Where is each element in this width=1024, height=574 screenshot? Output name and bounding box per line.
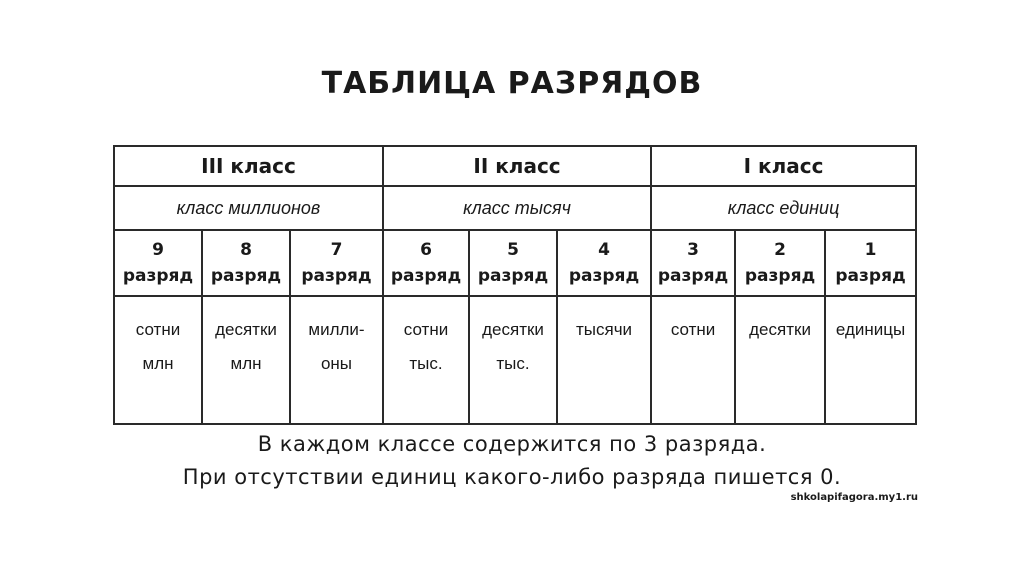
- rank-row: [114, 230, 916, 296]
- class-row: [114, 146, 916, 186]
- rank-cell: [469, 230, 557, 296]
- rank-number: 7: [330, 240, 343, 260]
- rank-word: разряд: [122, 266, 194, 286]
- unit-line: тыс.: [496, 354, 530, 373]
- unit-line: сотни: [135, 320, 181, 339]
- rank-number: 4: [598, 240, 610, 260]
- rank-number: 5: [507, 240, 519, 260]
- rank-table: [113, 145, 917, 425]
- class-label-2: II класс: [383, 146, 651, 186]
- class-name-row: [114, 186, 916, 230]
- rank-cell: [651, 230, 735, 296]
- class-name-units: класс единиц: [651, 186, 916, 230]
- watermark: shkolapifagora.my1.ru: [790, 492, 918, 503]
- class-name-thousands: класс тысяч: [383, 186, 651, 230]
- unit-line: млн: [230, 354, 262, 373]
- rank-number: 1: [864, 240, 877, 260]
- footer-line-1: В каждом классе содержится по 3 разряда.: [257, 432, 767, 456]
- unit-line: сотни: [403, 320, 449, 339]
- class-label-1: I класс: [651, 146, 916, 186]
- class-label-3: III класс: [114, 146, 383, 186]
- rank-word: разряд: [835, 266, 906, 286]
- rank-word: разряд: [210, 266, 282, 286]
- rank-number: 6: [420, 240, 432, 260]
- unit-line: сотни: [670, 320, 716, 339]
- rank-cell: [202, 230, 290, 296]
- unit-line: тысячи: [575, 320, 633, 339]
- unit-line: млн: [142, 354, 174, 373]
- unit-line: десятки: [482, 320, 544, 339]
- rank-cell: [114, 230, 202, 296]
- unit-line: десятки: [215, 320, 277, 339]
- rank-number: 2: [774, 240, 786, 260]
- unit-line: оны: [320, 354, 353, 373]
- unit-row: [114, 296, 916, 424]
- rank-cell: [383, 230, 469, 296]
- unit-cell: [735, 296, 825, 424]
- page-title: ТАБЛИЦА РАЗРЯДОВ: [321, 66, 703, 101]
- footer-line-2: При отсутствии единиц какого-либо разряда пишется 0.: [182, 465, 842, 489]
- unit-cell: [290, 296, 383, 424]
- rank-cell: [557, 230, 651, 296]
- unit-cell: [651, 296, 735, 424]
- unit-line: тыс.: [409, 354, 443, 373]
- unit-cell: [557, 296, 651, 424]
- rank-cell: [735, 230, 825, 296]
- unit-cell: [825, 296, 916, 424]
- unit-line: единицы: [835, 320, 906, 339]
- unit-line: десятки: [749, 320, 811, 339]
- unit-cell: [383, 296, 469, 424]
- unit-cell: [469, 296, 557, 424]
- rank-cell: [290, 230, 383, 296]
- rank-word: разряд: [301, 266, 372, 286]
- rank-cell: [825, 230, 916, 296]
- rank-word: разряд: [744, 266, 816, 286]
- rank-word: разряд: [477, 266, 549, 286]
- rank-word: разряд: [568, 266, 640, 286]
- unit-cell: [114, 296, 202, 424]
- unit-line: милли-: [308, 320, 365, 339]
- rank-word: разряд: [390, 266, 462, 286]
- class-name-millions: класс миллионов: [114, 186, 383, 230]
- rank-word: разряд: [657, 266, 729, 286]
- rank-number: 8: [240, 240, 252, 260]
- rank-number: 3: [687, 240, 699, 260]
- unit-cell: [202, 296, 290, 424]
- rank-number: 9: [152, 240, 164, 260]
